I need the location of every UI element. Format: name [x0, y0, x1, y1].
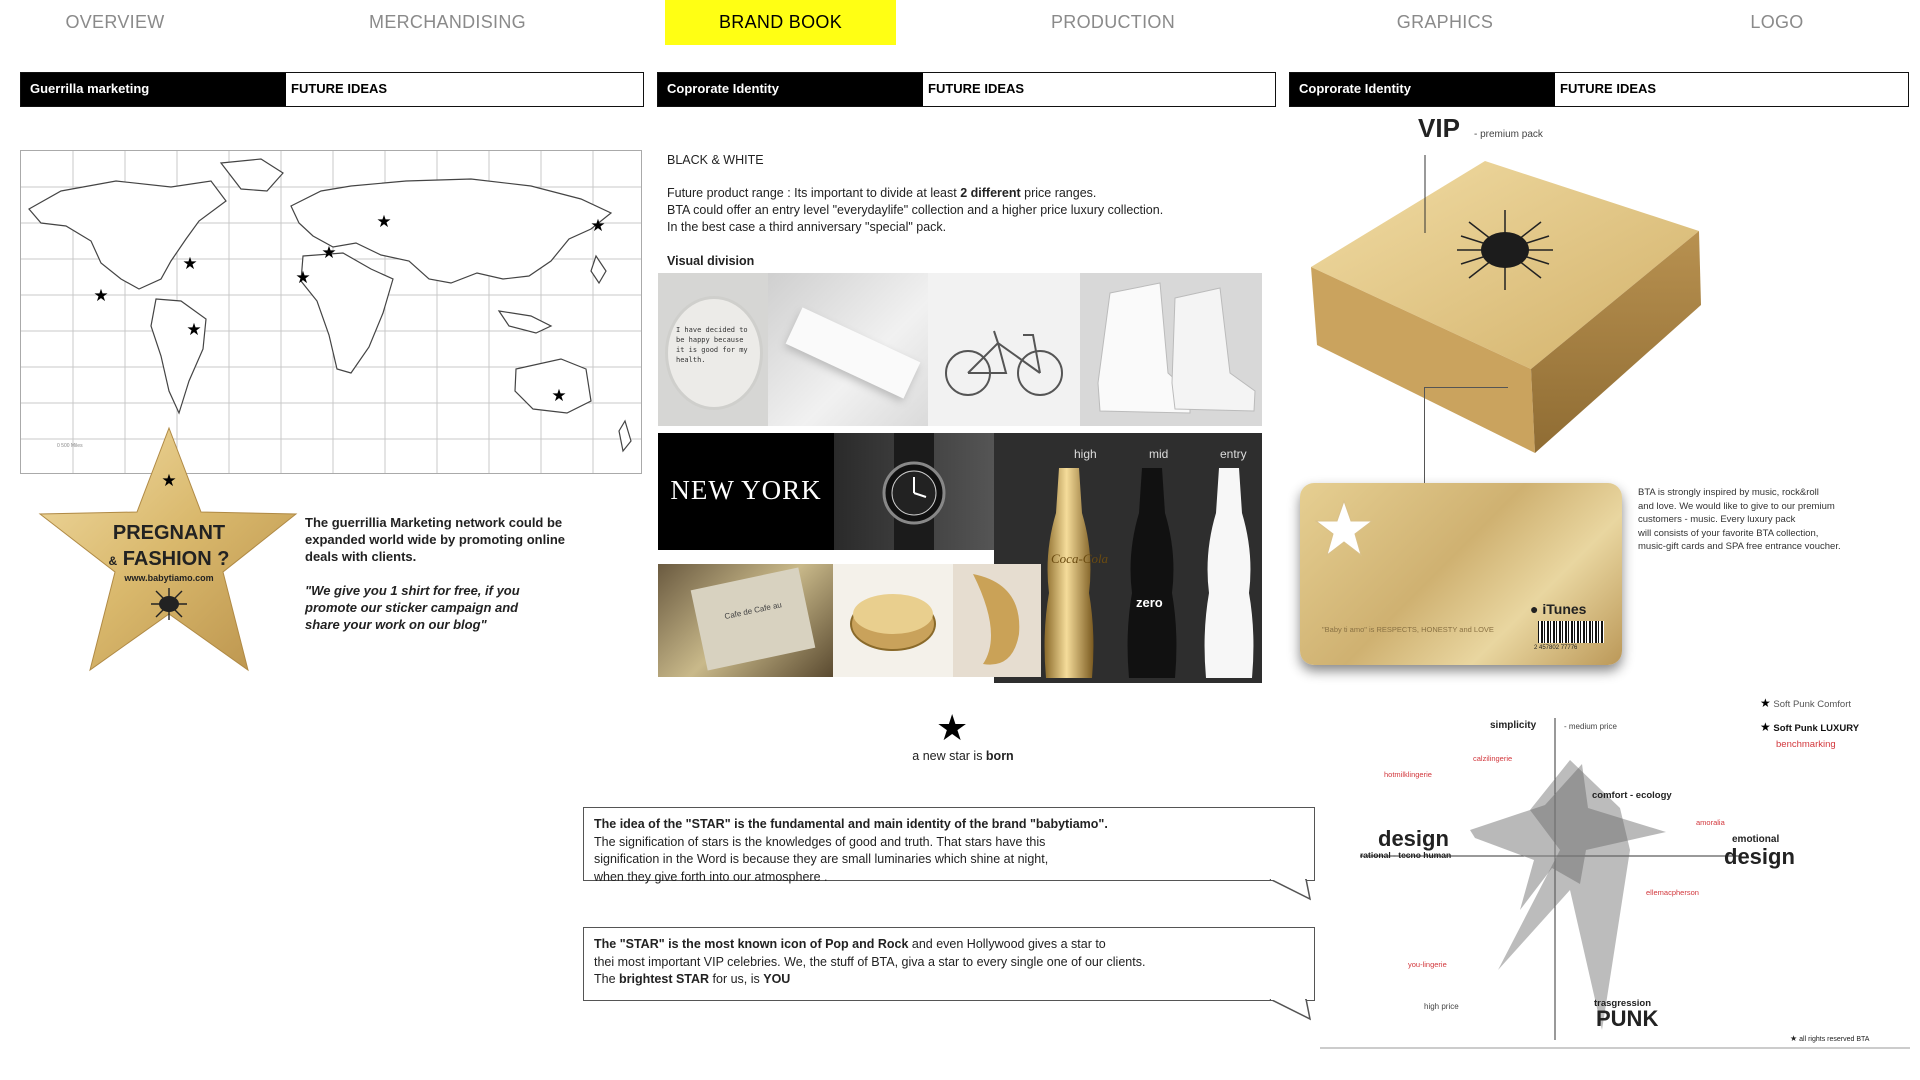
bangle-icon — [953, 564, 1041, 677]
plate-text: Cafe de Cafe au — [723, 600, 783, 622]
svg-text:★: ★ — [590, 216, 606, 236]
vip-subtitle: - premium pack — [1474, 129, 1543, 140]
section-subtitle: FUTURE IDEAS — [1555, 73, 1908, 106]
svg-text:★: ★ — [376, 212, 392, 232]
tab-brand-book[interactable]: BRAND BOOK — [665, 0, 896, 45]
cuff-icon — [833, 564, 953, 677]
sneakers-photo — [1080, 273, 1262, 426]
bottle-label-high: high — [1074, 447, 1097, 461]
bottle-label-entry: entry — [1220, 447, 1247, 461]
brand-label: hotmilklingerie — [1384, 770, 1432, 779]
speech2-after: and even Hollywood gives a star to — [908, 937, 1106, 951]
speech2-line3-mid: for us, is — [709, 972, 764, 986]
brand-label: amoralia — [1696, 818, 1725, 827]
legend-label: Soft Punk Comfort — [1773, 699, 1852, 710]
watch-icon — [834, 433, 994, 550]
apple-icon: ● — [1530, 601, 1539, 617]
section-title: Guerrilla marketing — [21, 73, 286, 106]
speech2-line3-pre: The — [594, 972, 620, 986]
badge-url: www.babytiamo.com — [124, 573, 214, 583]
connector-line — [1424, 387, 1508, 388]
black-white-title: BLACK & WHITE — [667, 153, 764, 167]
badge-fashion: FASHION ? — [122, 548, 230, 570]
tab-overview[interactable]: OVERVIEW — [65, 12, 165, 32]
speech1-title: The idea of the "STAR" is the fundamental and main identity of the brand "babytiamo". — [594, 817, 1108, 831]
legend-star-icon: ★ — [1760, 720, 1771, 734]
tab-production[interactable]: PRODUCTION — [1051, 12, 1175, 32]
section-title: Coprorate Identity — [1290, 73, 1555, 106]
axis-top: simplicity — [1490, 720, 1537, 731]
axis-left-big: design — [1378, 826, 1449, 851]
svg-text:★: ★ — [186, 320, 202, 340]
line1-bold: 2 different — [960, 186, 1021, 200]
star-caption-bold: born — [985, 749, 1014, 763]
axis-bottom-small: trasgression — [1594, 998, 1652, 1009]
svg-text:★: ★ — [161, 471, 177, 491]
vip-desc-line2: and love. We would like to give to our premium — [1638, 500, 1835, 512]
star-caption-pre: a new star is — [912, 749, 986, 763]
speech1-tail — [1268, 879, 1312, 901]
speech2-line2: thei most important VIP celebries. We, the stuff of BTA, giva a star to every single one of our clients. — [594, 954, 1146, 969]
section-subtitle: FUTURE IDEAS — [923, 73, 1275, 106]
barcode-number: 2 457802 77776 — [1534, 645, 1578, 651]
speech2-line3-end: YOU — [763, 972, 791, 986]
pregnant-fashion-badge — [38, 426, 300, 676]
speech2-tail — [1268, 999, 1312, 1021]
speech1-line3: when they give forth into our atmosphere . — [594, 869, 828, 884]
new-york-photo — [658, 433, 834, 550]
star-pop-rock-speech-box — [583, 927, 1315, 1001]
note-card-photo — [658, 273, 768, 426]
rights-notice — [1790, 1034, 1869, 1043]
legend-label: Soft Punk LUXURY — [1773, 723, 1860, 734]
vip-desc-line1: BTA is strongly inspired by music, rock&roll — [1638, 487, 1819, 498]
itunes-label — [1530, 601, 1586, 617]
bottle-label-mid: mid — [1149, 447, 1169, 461]
badge-line2 — [38, 548, 300, 571]
product-range-line3: In the best case a third anniversary "special" pack. — [667, 220, 947, 234]
brand-label: calzilingerie — [1473, 754, 1513, 763]
product-range-line2: BTA could offer an entry level "everydaylife" collection and a higher price luxury collection. — [667, 203, 1164, 217]
itunes-text: iTunes — [1542, 601, 1587, 617]
barcode — [1538, 621, 1604, 643]
speech1-line2: signification in the Word is because they are small luminaries which shine at night, — [594, 852, 1049, 866]
svg-text:★: ★ — [182, 254, 198, 274]
tab-merchandising[interactable]: MERCHANDISING — [369, 12, 526, 32]
middle-section-header — [657, 72, 1276, 107]
silver-plate-photo — [658, 564, 833, 677]
axis-right-big: design — [1724, 844, 1795, 869]
sun-logo-icon — [149, 586, 189, 622]
coke-label-gold: Coca-Cola — [1051, 551, 1109, 566]
positioning-diagram — [1320, 700, 1920, 1070]
tab-logo[interactable]: LOGO — [1750, 12, 1804, 32]
white-object-photo — [768, 273, 928, 426]
legend-label-benchmarking: benchmarking — [1776, 739, 1836, 750]
new-star-caption — [898, 748, 1028, 765]
svg-text:0 500 Miles: 0 500 Miles — [57, 443, 83, 449]
visual-division-label: Visual division — [667, 254, 755, 268]
speech2-line3-bold: brightest STAR — [619, 972, 710, 986]
gold-cuff-photo — [833, 564, 953, 677]
new-york-text: NEW YORK — [670, 475, 822, 505]
legend-star-icon: ★ — [1760, 696, 1771, 710]
axis-top-price: - medium price — [1564, 722, 1617, 731]
rights-text: all rights reserved BTA — [1799, 1036, 1870, 1043]
card-star-icon — [1314, 499, 1374, 557]
speech1-line1: The signification of stars is the knowledges of good and truth. That stars have this — [594, 834, 1046, 849]
new-star-icon: ★ — [936, 708, 969, 749]
coke-zero-label: zero — [1136, 595, 1163, 610]
vip-desc-line3: customers - music. Every luxury pack — [1638, 514, 1796, 525]
section-subtitle: FUTURE IDEAS — [286, 73, 643, 106]
product-range-line1 — [667, 185, 1267, 202]
gift-card — [1300, 483, 1622, 665]
svg-text:★: ★ — [295, 268, 311, 288]
axis-left-small: rational - tecno human — [1360, 850, 1452, 860]
watch-photo — [834, 433, 994, 550]
speech2-line1 — [594, 936, 1304, 954]
guerrilla-paragraph: The guerrillia Marketing network could be expanded world wide by promoting online deals with clients. — [305, 515, 566, 564]
axis-comfort: comfort - ecology — [1592, 790, 1672, 801]
vip-desc-line4: will consists of your favorite BTA collection, — [1638, 527, 1819, 539]
line1-pre: Future product range : Its important to divide at least — [667, 186, 961, 200]
left-section-header — [20, 72, 644, 107]
gold-box-graphic — [1305, 155, 1705, 455]
guerrilla-quote: "We give you 1 shirt for free, if you promote our sticker campaign and share your work on our blog" — [305, 583, 520, 632]
badge-ampersand: & — [108, 554, 118, 568]
right-section-header — [1289, 72, 1909, 107]
brand-label: you-lingerie — [1408, 960, 1447, 969]
svg-text:★: ★ — [321, 243, 337, 263]
world-map-graphic — [21, 151, 641, 473]
speech2-line3 — [594, 971, 1304, 989]
svg-text:★: ★ — [551, 386, 567, 406]
bicycle-icon — [928, 273, 1080, 426]
rights-star-icon: ★ — [1790, 1034, 1798, 1043]
vip-desc-line5: music-gift cards and SPA free entrance voucher. — [1638, 541, 1841, 552]
note-card-text: I have decided to be happy because it is good for my health. — [676, 326, 748, 364]
axis-bottom-left: high price — [1424, 1002, 1459, 1011]
axis-bottom-big: PUNK — [1596, 1006, 1659, 1031]
speech2-bold: The "STAR" is the most known icon of Pop and Rock — [594, 937, 909, 951]
vip-title: VIP — [1418, 113, 1460, 143]
star-idea-speech-box — [583, 807, 1315, 884]
vip-description — [1638, 486, 1878, 554]
product-range-text — [667, 185, 1267, 236]
card-tagline: "Baby ti amo" is RESPECTS, HONESTY and LOVE — [1322, 625, 1494, 634]
brand-label: ellemacpherson — [1646, 888, 1699, 897]
line1-post: price ranges. — [1020, 186, 1097, 200]
section-title: Coprorate Identity — [658, 73, 923, 106]
bicycle-photo — [928, 273, 1080, 426]
axis-right-small: emotional — [1732, 834, 1780, 845]
sneakers-icon — [1080, 273, 1262, 426]
badge-line1: PREGNANT — [112, 522, 226, 544]
svg-text:★: ★ — [93, 286, 109, 306]
tab-graphics[interactable]: GRAPHICS — [1396, 12, 1494, 32]
gold-bangle-photo — [953, 564, 1041, 677]
